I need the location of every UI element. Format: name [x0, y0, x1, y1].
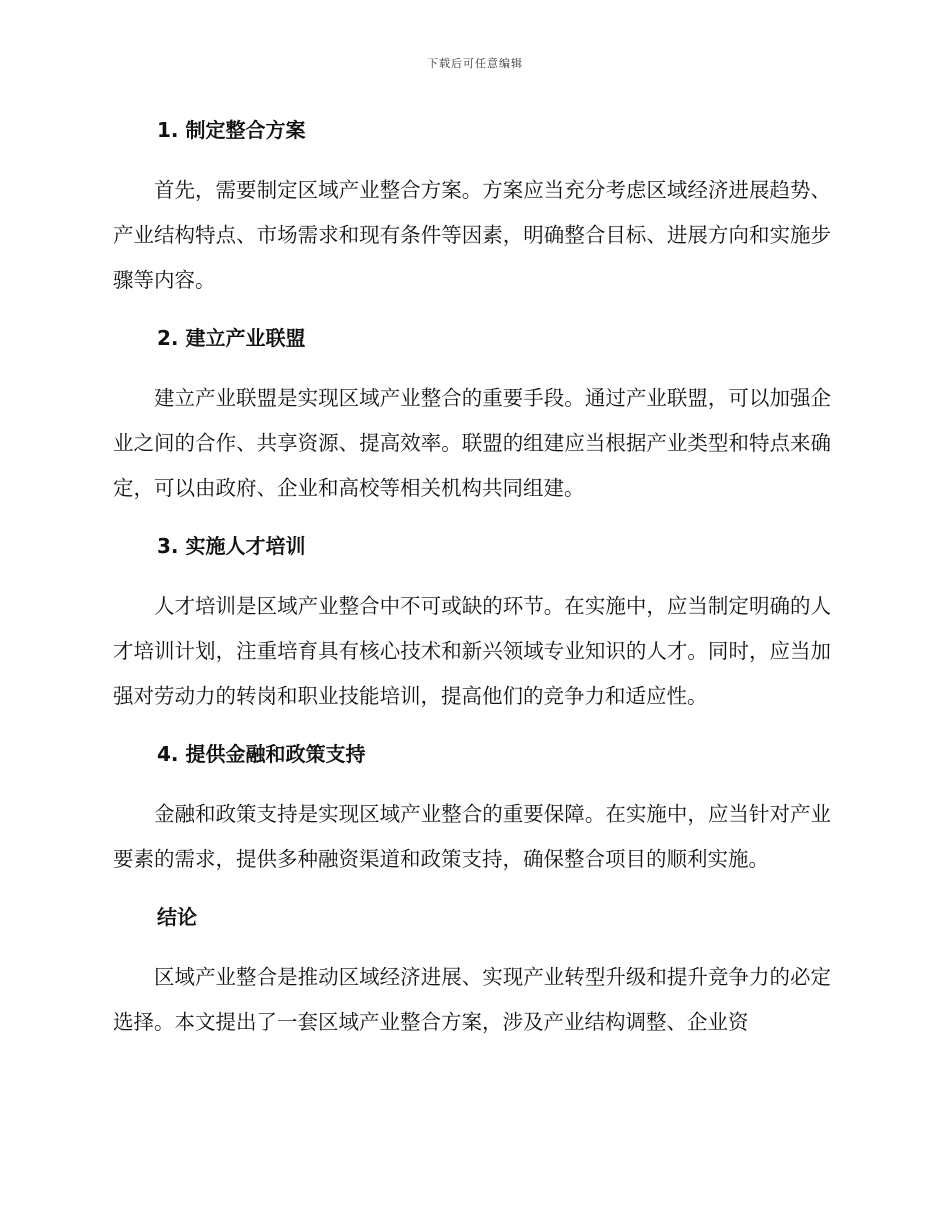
- conclusion-heading: 结论: [157, 905, 197, 929]
- section-paragraph-4: 金融和政策支持是实现区域产业整合的重要保障。在实施中，应当针对产业要素的需求，提供多种融资渠道和政策支持，确保整合项目的顺利实施。: [113, 802, 831, 871]
- section-heading-3: 3. 实施人才培训: [157, 534, 306, 558]
- section-heading-2: 2. 建立产业联盟: [157, 326, 306, 350]
- section-paragraph-2: 建立产业联盟是实现区域产业整合的重要手段。通过产业联盟，可以加强企业之间的合作、共享资源、提高效率。联盟的组建应当根据产业类型和特点来确定，可以由政府、企业和高校等相关机构共同组建。: [113, 386, 831, 500]
- document-body: [113, 108, 831, 1045]
- conclusion-paragraph: 区域产业整合是推动区域经济进展、实现产业转型升级和提升竞争力的必定选择。本文提出了一套区域产业整合方案，涉及产业结构调整、企业资: [113, 965, 831, 1034]
- section-paragraph-3: 人才培训是区域产业整合中不可或缺的环节。在实施中，应当制定明确的人才培训计划，注重培育具有核心技术和新兴领域专业知识的人才。同时，应当加强对劳动力的转岗和职业技能培训，提高他们的竞争力和适应性。: [113, 594, 831, 708]
- page-header: 下载后可任意编辑: [427, 57, 523, 70]
- section-paragraph-1: 首先，需要制定区域产业整合方案。方案应当充分考虑区域经济进展趋势、产业结构特点、市场需求和现有条件等因素，明确整合目标、进展方向和实施步骤等内容。: [113, 178, 831, 292]
- section-heading-4: 4. 提供金融和政策支持: [157, 742, 366, 766]
- section-heading-1: 1. 制定整合方案: [157, 118, 306, 142]
